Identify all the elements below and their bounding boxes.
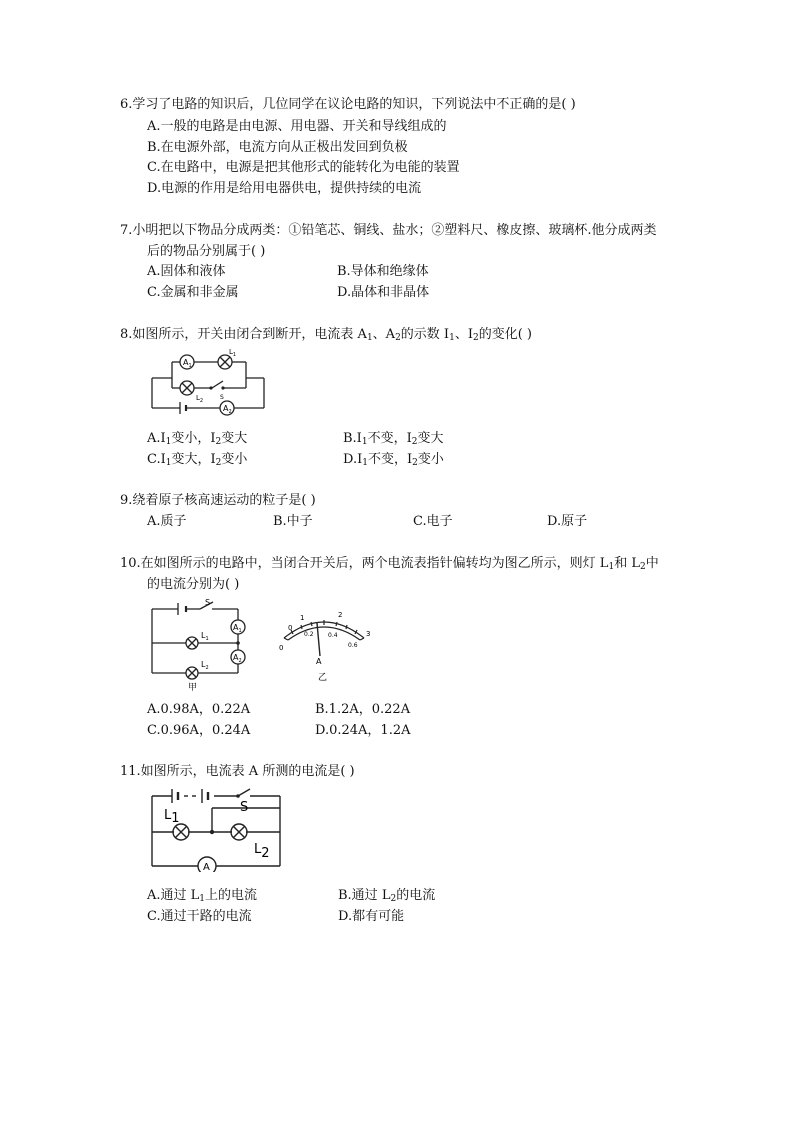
q11-fig-s: S <box>240 800 249 815</box>
q9-option-b: B.中子 <box>273 514 313 529</box>
q10-yi-bottom-06: 0.6 <box>348 642 358 649</box>
q10-option-a: A.0.98A，0.22A <box>147 702 251 717</box>
q10-yi-bottom-04: 0.4 <box>328 632 338 639</box>
q11-option-d: D.都有可能 <box>338 909 405 924</box>
q6-option-d: D.电源的作用是给用电器供电，提供持续的电流 <box>147 181 422 196</box>
q6-option-c: C.在电路中，电源是把其他形式的能转化为电能的装置 <box>147 160 460 175</box>
q8-stem: 8.如图所示，开关由闭合到断开，电流表 $A_1$、$A_2$的示数 $I_1$、$I_2$的变化( ) <box>120 327 532 343</box>
q10-option-b: B.1.2A，0.22A <box>315 702 411 717</box>
q11-circuit-diagram <box>148 786 284 872</box>
q7-option-a: A.固体和液体 <box>147 264 226 279</box>
q8-option-d: $D.I_1$不变，$I_2$变小 <box>343 452 444 468</box>
q10-yi-top-2: 2 <box>338 611 343 619</box>
q7-option-d: D.晶体和非晶体 <box>337 285 430 300</box>
q10-stem-line1: 10.在如图所示的电路中，当闭合开关后，两个电流表指针偏转均为图乙所示，则灯 $L_1$和 $L_2$中 <box>120 556 659 572</box>
q8-option-c: $C.I_1$变大，$I_2$变小 <box>147 452 248 468</box>
q7-stem-line2: 后的物品分别属于( ) <box>147 244 266 259</box>
q7-stem-line1: 7.小明把以下物品分成两类：①铅笔芯、铜线、盐水；②塑料尺、橡皮擦、玻璃杯.他分成两类 <box>120 223 657 238</box>
q8-circuit-diagram <box>146 348 270 416</box>
q9-option-c: C.电子 <box>413 514 453 529</box>
q10-yi-bottom-0: 0 <box>279 644 284 652</box>
q11-option-c: C.通过干路的电流 <box>147 909 252 924</box>
q9-option-a: A.质子 <box>147 514 187 529</box>
q10-jia-l2: $L_2$ <box>201 660 209 671</box>
q10-option-c: C.0.96A，0.24A <box>147 723 251 738</box>
q8-fig-a1: $A_1$ <box>183 358 192 369</box>
q10-yi-top-3: 3 <box>366 630 371 638</box>
q11-fig-l1: L1 <box>164 808 180 826</box>
q10-jia-caption: 甲 <box>188 683 198 693</box>
q10-yi-top-1: 1 <box>300 614 305 622</box>
q11-fig-a: A <box>203 862 210 872</box>
q8-fig-l2: $L_2$ <box>196 394 204 404</box>
q11-option-a: A.通过 $L_1$上的电流 <box>147 888 258 904</box>
q10-jia-a1: $A_1$ <box>233 623 242 634</box>
q6-option-b: B.在电源外部，电流方向从正极出发回到负极 <box>147 140 408 155</box>
q7-option-c: C.金属和非金属 <box>147 285 239 300</box>
q10-ammeter-yi <box>266 606 382 684</box>
q10-jia-l1: $L_1$ <box>201 631 209 642</box>
q10-circuit-jia <box>148 597 252 693</box>
q10-yi-bottom-02: 0.2 <box>304 631 314 638</box>
q11-stem: 11.如图所示，电流表 A 所测的电流是( ) <box>120 764 355 779</box>
q10-yi-top-0: 0 <box>288 624 293 632</box>
q11-fig-l2: L2 <box>254 842 270 861</box>
q6-stem: 6.学习了电路的知识后，几位同学在议论电路的知识，下列说法中不正确的是( ) <box>120 97 576 112</box>
q8-fig-l1: $L_1$ <box>229 348 237 358</box>
q7-option-b: B.导体和绝缘体 <box>337 264 429 279</box>
q8-option-b: $B.I_1$不变，$I_2$变大 <box>343 431 444 447</box>
q10-option-d: D.0.24A，1.2A <box>315 723 411 738</box>
q9-stem: 9.绕着原子核高速运动的粒子是( ) <box>120 493 316 508</box>
q6-option-a: A.一般的电路是由电源、用电器、开关和导线组成的 <box>147 119 447 134</box>
q10-jia-s: S <box>205 598 211 607</box>
q10-jia-a2: $A_2$ <box>233 653 242 664</box>
q8-option-a: $A.I_1$变小，$I_2$变大 <box>147 431 248 447</box>
q10-yi-caption: 乙 <box>318 673 328 683</box>
q11-option-b: B.通过 $L_2$的电流 <box>338 888 436 904</box>
q10-yi-unit: A <box>316 657 322 666</box>
q8-fig-a2: $A_2$ <box>223 404 232 415</box>
q9-option-d: D.原子 <box>547 514 588 529</box>
q8-fig-s: S <box>220 394 224 401</box>
q10-stem-line2: 的电流分别为( ) <box>147 577 240 592</box>
